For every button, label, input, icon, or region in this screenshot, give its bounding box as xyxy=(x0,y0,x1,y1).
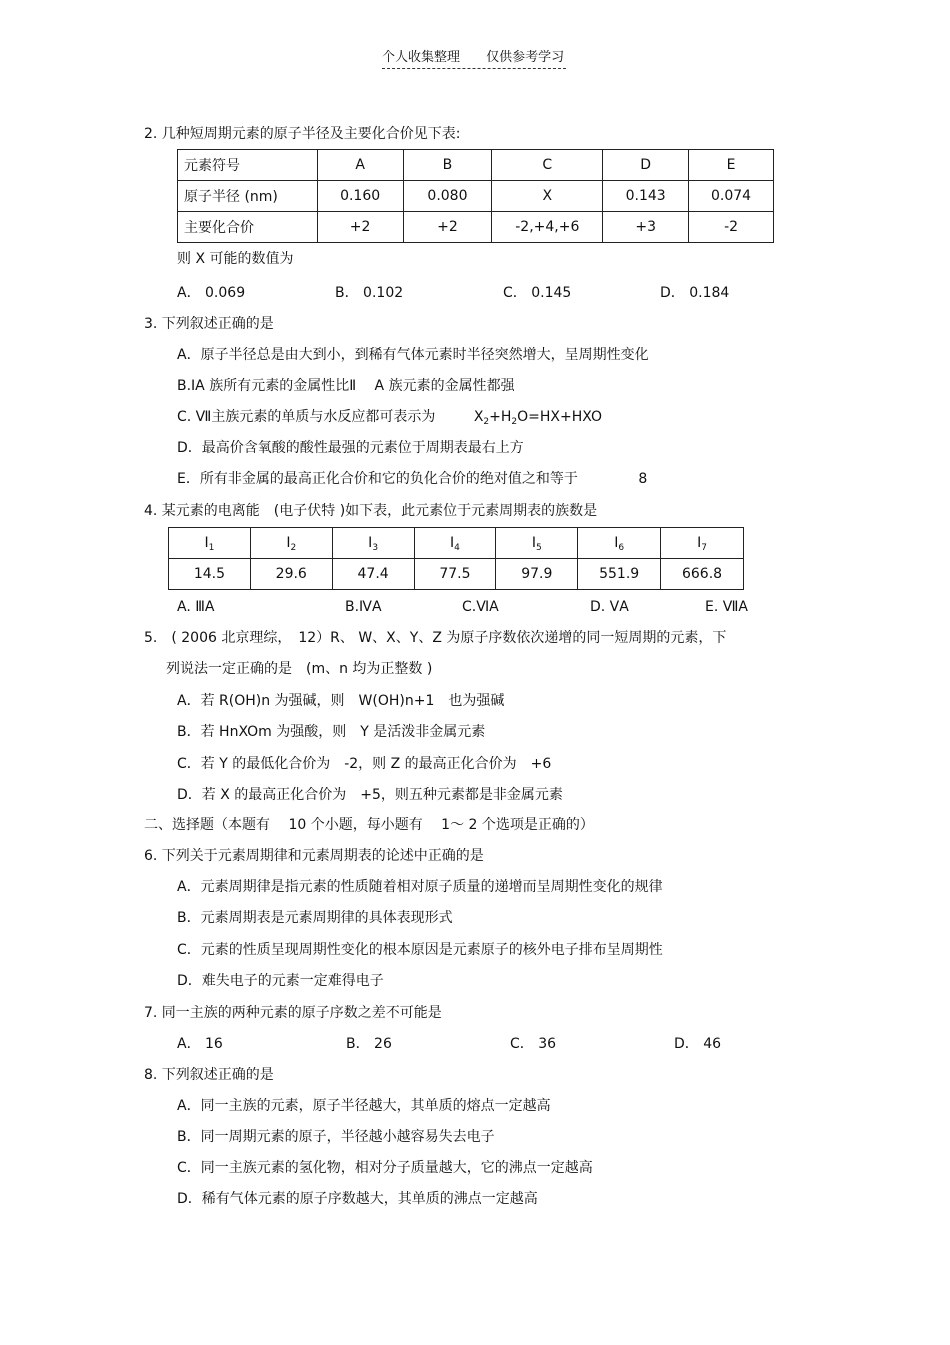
table-cell: 47.4 xyxy=(332,559,414,590)
table-cell: $I_6$ xyxy=(578,528,661,559)
q4-option-b: B.ⅣA xyxy=(345,599,382,615)
q6-option-b: B．元素周期表是元素周期律的具体表现形式 xyxy=(177,910,453,926)
q2-option-a: A． 0.069 xyxy=(177,285,246,301)
table-cell: +2 xyxy=(317,212,403,243)
table-cell: $I_7$ xyxy=(661,528,744,559)
table-cell: 551.9 xyxy=(578,559,661,590)
q2-option-c: C． 0.145 xyxy=(503,285,572,301)
q4-option-e: E. ⅦA xyxy=(705,599,748,615)
q5-stem-line1: 5. ( 2006 北京理综， 12）R、 W、X、Y、Z 为原子序数依次递增的同一短周期的元素，下 xyxy=(144,630,727,646)
table-cell: 0.143 xyxy=(603,181,689,212)
q4-stem: 4. 某元素的电离能 (电子伏特 )如下表，此元素位于元素周期表的族数是 xyxy=(144,503,598,519)
q5-option-d: D．若 X 的最高正化合价为 +5，则五种元素都是非金属元素 xyxy=(177,787,563,803)
q5-option-a: A．若 R(OH)n 为强碱，则 W(OH)n+1 也为强碱 xyxy=(177,693,505,709)
q3-option-c xyxy=(177,408,602,426)
table-cell: $I_4$ xyxy=(414,528,496,559)
table-cell: 0.160 xyxy=(317,181,403,212)
table-cell: -2,+4,+6 xyxy=(492,212,603,243)
q5-option-c: C．若 Y 的最低化合价为 -2，则 Z 的最高正化合价为 +6 xyxy=(177,756,552,772)
q7-option-d: D． 46 xyxy=(674,1036,722,1052)
q3-option-e-text: E．所有非金属的最高正化合价和它的负化合价的绝对值之和等于 xyxy=(177,471,578,487)
table-cell: 主要化合价 xyxy=(178,212,318,243)
table-header-row xyxy=(178,150,774,181)
page-header xyxy=(382,46,566,69)
q2-option-b: B． 0.102 xyxy=(335,285,404,301)
q4-option-c: C.ⅥA xyxy=(462,599,499,615)
table-cell: 97.9 xyxy=(496,559,578,590)
table-header-row xyxy=(169,528,744,559)
table-cell: -2 xyxy=(689,212,774,243)
q2-option-d: D． 0.184 xyxy=(660,285,730,301)
table-cell: 14.5 xyxy=(169,559,251,590)
q4-option-a: A. ⅢA xyxy=(177,599,215,615)
q8-option-b: B．同一周期元素的原子，半径越小越容易失去电子 xyxy=(177,1129,495,1145)
table-cell: 0.074 xyxy=(689,181,774,212)
q8-option-c: C．同一主族元素的氢化物，相对分子质量越大，它的沸点一定越高 xyxy=(177,1160,593,1176)
q4-table xyxy=(168,527,744,590)
q3-option-e xyxy=(177,470,647,488)
q6-option-a: A．元素周期律是指元素的性质随着相对原子质量的递增而呈周期性变化的规律 xyxy=(177,879,663,895)
q2-stem: 2. 几种短周期元素的原子半径及主要化合价见下表: xyxy=(144,126,461,142)
table-row xyxy=(178,212,774,243)
q7-option-b: B． 26 xyxy=(346,1036,392,1052)
table-cell: 666.8 xyxy=(661,559,744,590)
q4-option-d: D. ⅤA xyxy=(590,599,629,615)
table-cell: 元素符号 xyxy=(178,150,318,181)
table-cell: 0.080 xyxy=(403,181,492,212)
table-cell: C xyxy=(492,150,603,181)
q3-option-a: A．原子半径总是由大到小，到稀有气体元素时半径突然增大，呈周期性变化 xyxy=(177,347,649,363)
q6-option-d: D．难失电子的元素一定难得电子 xyxy=(177,973,384,989)
q3-stem: 3. 下列叙述正确的是 xyxy=(144,316,274,332)
q6-stem: 6. 下列关于元素周期律和元素周期表的论述中正确的是 xyxy=(144,848,484,864)
q2-ask: 则 X 可能的数值为 xyxy=(177,251,294,267)
q5-option-b: B．若 HnXOm 为强酸，则 Y 是活泼非金属元素 xyxy=(177,724,486,740)
q8-stem: 8. 下列叙述正确的是 xyxy=(144,1067,274,1083)
header-right-text: 仅供参考学习 xyxy=(486,50,565,65)
table-cell: +3 xyxy=(603,212,689,243)
q3-option-b: B.ⅠA 族所有元素的金属性比Ⅱ A 族元素的金属性都强 xyxy=(177,378,515,394)
header-left-text: 个人收集整理 xyxy=(382,50,461,65)
table-cell: $I_2$ xyxy=(250,528,332,559)
q6-option-c: C．元素的性质呈现周期性变化的根本原因是元素原子的核外电子排布呈周期性 xyxy=(177,942,663,958)
table-cell: A xyxy=(317,150,403,181)
q2-table xyxy=(177,149,774,243)
q3-option-d: D．最高价含氧酸的酸性最强的元素位于周期表最右上方 xyxy=(177,440,524,456)
table-row xyxy=(169,559,744,590)
table-cell: D xyxy=(603,150,689,181)
table-cell: E xyxy=(689,150,774,181)
table-cell: 77.5 xyxy=(414,559,496,590)
table-cell: 29.6 xyxy=(250,559,332,590)
q8-option-a: A．同一主族的元素，原子半径越大，其单质的熔点一定越高 xyxy=(177,1098,551,1114)
q8-option-d: D．稀有气体元素的原子序数越大，其单质的沸点一定越高 xyxy=(177,1191,538,1207)
section-two-heading: 二、选择题（本题有 10 个小题，每小题有 1～ 2 个选项是正确的） xyxy=(144,817,594,833)
q7-option-c: C． 36 xyxy=(510,1036,557,1052)
q3-option-c-text: C. Ⅶ主族元素的单质与水反应都可表示为 xyxy=(177,409,436,425)
table-cell: +2 xyxy=(403,212,492,243)
table-cell: $I_1$ xyxy=(169,528,251,559)
table-cell: 原子半径 (nm) xyxy=(178,181,318,212)
table-cell: X xyxy=(492,181,603,212)
q3-equation: $X_2+H_2O=HX+HXO$ xyxy=(473,409,602,427)
q7-option-a: A． 16 xyxy=(177,1036,223,1052)
table-cell: $I_5$ xyxy=(496,528,578,559)
q7-stem: 7. 同一主族的两种元素的原子序数之差不可能是 xyxy=(144,1005,442,1021)
table-cell: B xyxy=(403,150,492,181)
table-row xyxy=(178,181,774,212)
q3-option-e-number: 8 xyxy=(638,471,648,487)
table-cell: $I_3$ xyxy=(332,528,414,559)
q5-stem-line2: 列说法一定正确的是 (m、n 均为正整数 ) xyxy=(166,661,433,677)
